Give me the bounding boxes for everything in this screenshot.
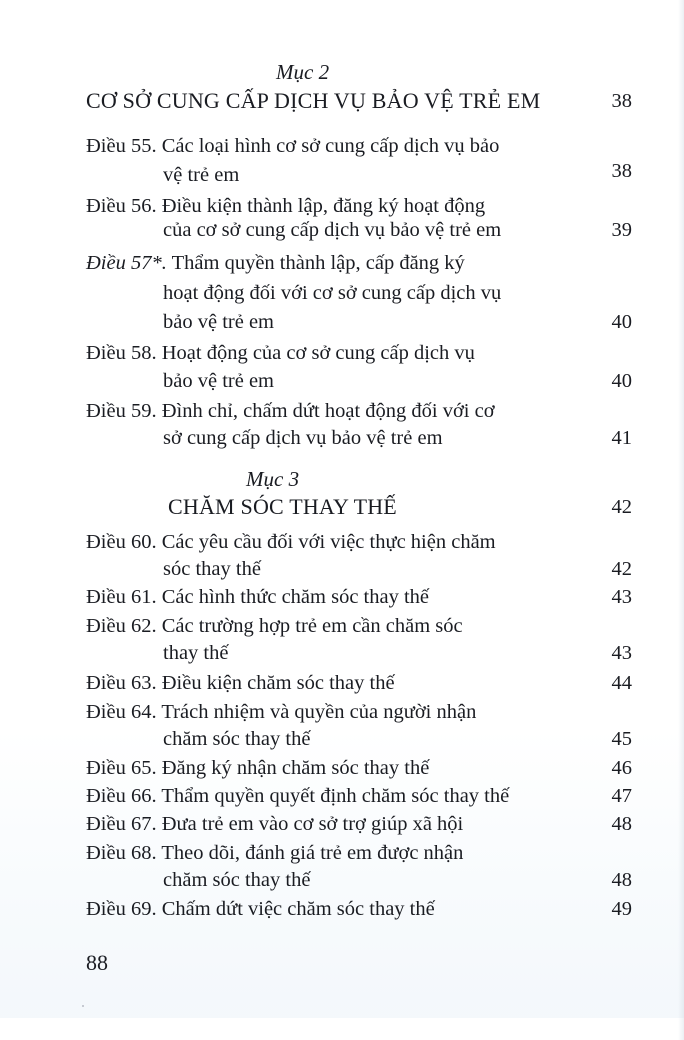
article-title-continuation: sóc thay thế xyxy=(163,558,261,580)
article-number: Điều 55. xyxy=(86,135,157,157)
article-number: Điều 63. xyxy=(86,672,157,694)
article-title-continuation: bảo vệ trẻ em xyxy=(163,311,274,333)
toc-entry xyxy=(86,250,465,276)
article-title-continuation: bảo vệ trẻ em xyxy=(163,370,274,392)
article-number: Điều 57*. xyxy=(86,252,167,274)
article-number: Điều 65. xyxy=(86,757,157,779)
section-label: Mục 2 xyxy=(276,60,330,84)
article-title-line: Các hình thức chăm sóc thay thế xyxy=(161,586,430,608)
article-title-continuation: vệ trẻ em xyxy=(163,164,240,186)
article-title-continuation: chăm sóc thay thế xyxy=(163,728,311,750)
page-folio-number: 88 xyxy=(86,950,108,975)
article-title-line: Thẩm quyền thành lập, cấp đăng ký xyxy=(171,252,465,274)
toc-entry xyxy=(86,896,435,922)
article-title-line: Chấm dứt việc chăm sóc thay thế xyxy=(161,898,435,920)
toc-entry xyxy=(86,340,475,366)
article-number: Điều 58. xyxy=(86,342,157,364)
toc-entry xyxy=(86,584,429,610)
article-title-line: Các yêu cầu đối với việc thực hiện chăm xyxy=(161,531,496,553)
page-bottom-edge xyxy=(0,1018,684,1040)
entry-page-number: 40 xyxy=(611,311,632,333)
article-title-continuation: sở cung cấp dịch vụ bảo vệ trẻ em xyxy=(163,427,443,449)
article-number: Điều 68. xyxy=(86,842,157,864)
toc-entry xyxy=(86,133,499,159)
article-title-continuation: thay thế xyxy=(163,642,229,664)
entry-page-number: 43 xyxy=(611,642,632,664)
article-title-line: Điều kiện thành lập, đăng ký hoạt động xyxy=(161,195,486,217)
toc-entry xyxy=(86,529,496,555)
article-title-line: Hoạt động của cơ sở cung cấp dịch vụ xyxy=(161,342,475,364)
entry-page-number: 42 xyxy=(611,558,632,580)
entry-page-number: 49 xyxy=(611,898,632,920)
entry-page-number: 43 xyxy=(611,586,632,608)
entry-page-number: 45 xyxy=(611,728,632,750)
section-page-number: 42 xyxy=(611,496,632,518)
section-title: CHĂM SÓC THAY THẾ xyxy=(168,494,397,519)
article-number: Điều 64. xyxy=(86,701,157,723)
entry-page-number: 38 xyxy=(611,160,632,182)
article-title-continuation: của cơ sở cung cấp dịch vụ bảo vệ trẻ em xyxy=(163,219,502,241)
entry-page-number: 48 xyxy=(611,813,632,835)
article-number: Điều 62. xyxy=(86,615,157,637)
section-label: Mục 3 xyxy=(246,467,300,491)
toc-entry xyxy=(86,670,395,696)
entry-page-number: 48 xyxy=(611,869,632,891)
article-title-line: Các trường hợp trẻ em cần chăm sóc xyxy=(161,615,463,637)
article-title-line: Đăng ký nhận chăm sóc thay thế xyxy=(161,757,430,779)
article-title-line: Đưa trẻ em vào cơ sở trợ giúp xã hội xyxy=(161,813,464,835)
entry-page-number: 47 xyxy=(611,785,632,807)
scan-speck xyxy=(82,1005,84,1007)
article-number: Điều 59. xyxy=(86,400,157,422)
entry-page-number: 44 xyxy=(611,672,632,694)
toc-entry xyxy=(86,193,485,219)
article-number: Điều 69. xyxy=(86,898,157,920)
article-number: Điều 61. xyxy=(86,586,157,608)
article-number: Điều 67. xyxy=(86,813,157,835)
entry-page-number: 41 xyxy=(611,427,632,449)
article-title-continuation: hoạt động đối với cơ sở cung cấp dịch vụ xyxy=(163,282,502,304)
article-title-line: Trách nhiệm và quyền của người nhận xyxy=(161,701,477,723)
entry-page-number: 39 xyxy=(611,219,632,241)
article-number: Điều 56. xyxy=(86,195,157,217)
article-number: Điều 66. xyxy=(86,785,157,807)
toc-entry xyxy=(86,699,476,725)
entry-page-number: 46 xyxy=(611,757,632,779)
article-number: Điều 60. xyxy=(86,531,157,553)
article-title-line: Các loại hình cơ sở cung cấp dịch vụ bảo xyxy=(161,135,500,157)
toc-entry xyxy=(86,840,463,866)
section-page-number: 38 xyxy=(611,90,632,112)
article-title-line: Đình chỉ, chấm dứt hoạt động đối với cơ xyxy=(161,400,495,422)
article-title-line: Thẩm quyền quyết định chăm sóc thay thế xyxy=(161,785,510,807)
toc-entry xyxy=(86,811,463,837)
article-title-line: Theo dõi, đánh giá trẻ em được nhận xyxy=(161,842,464,864)
toc-entry xyxy=(86,755,429,781)
toc-entry xyxy=(86,613,463,639)
entry-page-number: 40 xyxy=(611,370,632,392)
toc-entry xyxy=(86,398,495,424)
article-title-line: Điều kiện chăm sóc thay thế xyxy=(161,672,395,694)
toc-entry xyxy=(86,783,509,809)
article-title-continuation: chăm sóc thay thế xyxy=(163,869,311,891)
section-title: CƠ SỞ CUNG CẤP DỊCH VỤ BẢO VỆ TRẺ EM xyxy=(86,88,541,113)
